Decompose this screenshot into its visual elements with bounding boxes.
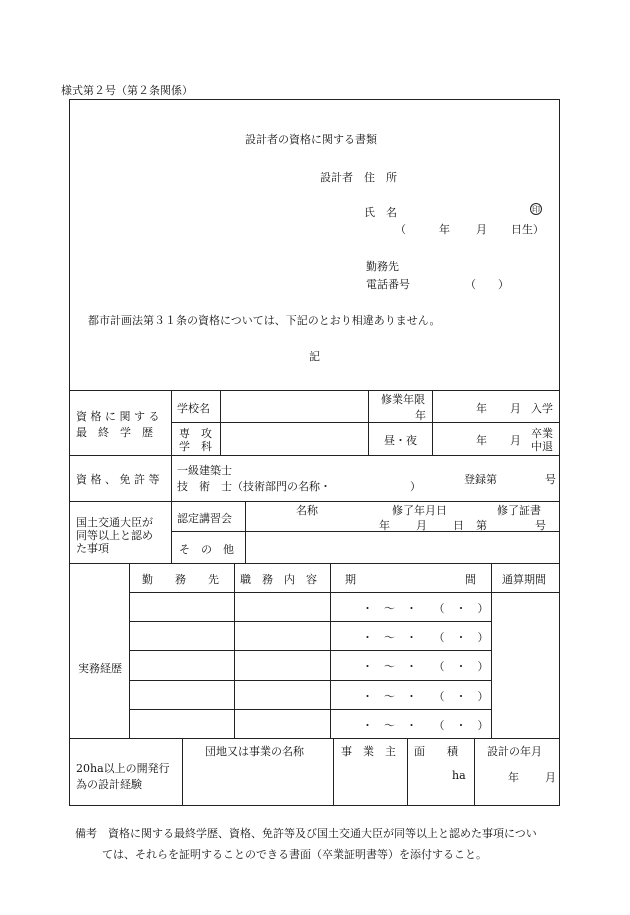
development-label-line2: 為の設計経験 (76, 778, 142, 791)
other-label: そ の 他 (179, 543, 234, 556)
enroll-year-label: 年 (476, 402, 487, 415)
seal-icon: 印 (532, 205, 540, 214)
course-name-header: 名称 (296, 504, 318, 517)
remarks-line2: ては、それらを証明することのできる書面（卒業証明書等）を添付すること。 (102, 848, 487, 861)
license-engineer: 技 術 士（技術部門の名称・ (177, 480, 331, 493)
rule-dev-area-col (474, 738, 475, 806)
exp-row-period: ・ 〜 ・ （ ・ ） (362, 660, 489, 673)
birth-open-paren: （ (395, 223, 406, 236)
equivalent-label-line2: 同等以上と認め (76, 529, 153, 542)
development-label-line1: 20ha以上の開発行 (76, 762, 170, 775)
rule-equivalent-mid (171, 531, 560, 532)
enroll-label: 入学 (531, 402, 553, 415)
license-close-paren: ） (410, 480, 421, 493)
experience-label: 実務経歴 (78, 662, 122, 675)
dev-col-date: 設計の年月 (487, 745, 542, 758)
registration-label: 登録第 (464, 473, 497, 486)
rule-exp-row2 (129, 650, 491, 651)
document-title: 設計者の資格に関する書類 (245, 133, 377, 146)
rule-experience-header (129, 592, 560, 593)
rule-development-top (69, 738, 560, 739)
exp-col-workplace: 勤 務 先 (142, 573, 219, 586)
grad-month-label: 月 (510, 434, 521, 447)
equivalent-label-line3: た事項 (76, 542, 109, 555)
day-night-label: 昼・夜 (384, 434, 417, 447)
rule-school-col (220, 390, 221, 455)
rule-enroll-col (432, 390, 433, 455)
exp-row-period: ・ 〜 ・ （ ・ ） (362, 690, 489, 703)
rule-exp-duties-col (330, 563, 331, 738)
dev-area-unit: ha (452, 769, 466, 782)
exp-row-period: ・ 〜 ・ （ ・ ） (362, 719, 489, 732)
rule-dev-site-col (333, 738, 334, 806)
years-unit: 年 (415, 409, 426, 422)
rule-education-top (69, 390, 560, 391)
designer-address-label: 設計者 住 所 (320, 171, 397, 184)
certificate-dai: 第 (476, 519, 487, 532)
rule-exp-label-col (129, 563, 130, 738)
completion-date-header: 修了年月日 (392, 504, 447, 517)
exp-row-period: ・ 〜 ・ （ ・ ） (362, 631, 489, 644)
course-label: 認定講習会 (177, 512, 232, 525)
school-label: 学校名 (177, 402, 210, 415)
workplace-label: 勤務先 (366, 260, 399, 273)
graduate-label: 卒業 (531, 427, 553, 440)
education-label-line1: 資 格 に 関 す る (76, 410, 160, 423)
birth-year-label: 年 (439, 223, 450, 236)
years-label: 修業年限 (381, 393, 425, 406)
equivalent-label-line1: 国土交通大臣が (76, 516, 153, 529)
statement-text: 都市計画法第３１条の資格については、下記のとおり相違ありません。 (88, 314, 441, 327)
license-architect: 一級建築士 (177, 464, 232, 477)
birth-day-label: 日生） (511, 223, 544, 236)
dev-col-area: 面 積 (414, 745, 458, 758)
rule-education-mid (171, 422, 560, 423)
dev-date-year: 年 (508, 771, 519, 784)
rule-label-col (171, 390, 172, 563)
rule-dev-label-col (182, 738, 183, 806)
rule-course-col (245, 501, 246, 563)
completion-month: 月 (416, 519, 427, 532)
rule-experience-top (69, 563, 560, 564)
exp-col-period-start: 期 (345, 573, 356, 586)
rule-exp-period-col (491, 563, 492, 738)
certificate-go: 号 (535, 519, 546, 532)
registration-number-suffix: 号 (545, 473, 556, 486)
dev-col-site: 団地又は事業の名称 (205, 745, 304, 758)
dev-date-month: 月 (545, 771, 556, 784)
name-label: 氏 名 (364, 206, 397, 219)
phone-paren: （ ） (465, 278, 509, 291)
withdraw-label: 中退 (531, 440, 553, 453)
dev-col-operator: 事 業 主 (341, 745, 396, 758)
completion-day: 日 (453, 519, 464, 532)
exp-col-duties: 職 務 内 容 (240, 573, 317, 586)
exp-col-total: 通算期間 (502, 573, 546, 586)
rule-license-top (69, 455, 560, 456)
rule-exp-row1 (129, 621, 491, 622)
license-label: 資 格 、 免 許 等 (76, 473, 160, 486)
rule-exp-row3 (129, 680, 491, 681)
birth-month-label: 月 (476, 223, 487, 236)
form-number: 様式第２号（第２条関係） (61, 84, 193, 97)
certificate-header: 修了証書 (497, 504, 541, 517)
rule-dev-operator-col (407, 738, 408, 806)
major-label: 専 攻 (179, 427, 212, 440)
grad-year-label: 年 (476, 434, 487, 447)
department-label: 学 科 (179, 440, 212, 453)
ki-label: 記 (309, 350, 320, 363)
completion-year: 年 (379, 519, 390, 532)
exp-col-period-end: 間 (465, 573, 476, 586)
rule-exp-row4 (129, 709, 491, 710)
exp-row-period: ・ 〜 ・ （ ・ ） (362, 602, 489, 615)
phone-label: 電話番号 (366, 278, 410, 291)
rule-years-col (368, 390, 369, 455)
enroll-month-label: 月 (510, 402, 521, 415)
rule-exp-workplace-col (234, 563, 235, 738)
remarks-line1: 備考 資格に関する最終学歴、資格、免許等及び国土交通大臣が同等以上と認めた事項につい (75, 827, 537, 840)
education-label-line2: 最 終 学 歴 (76, 426, 153, 439)
